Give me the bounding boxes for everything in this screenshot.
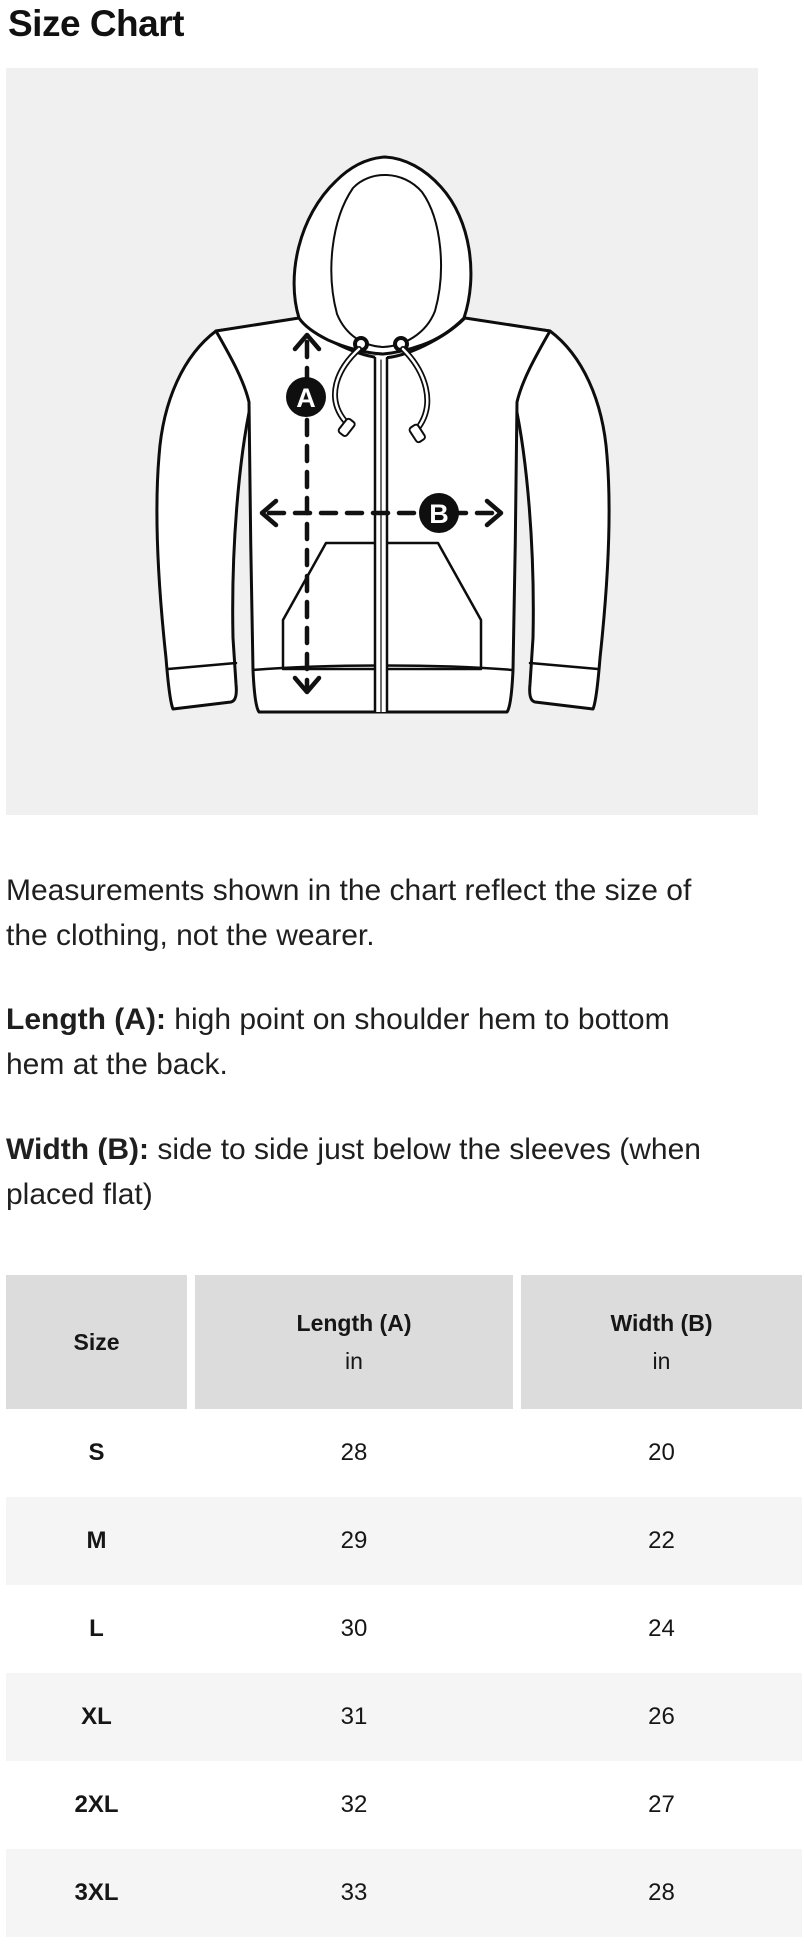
size-table-body bbox=[6, 1409, 802, 1937]
cell-length: 29 bbox=[340, 1527, 368, 1554]
header-cell-length bbox=[195, 1275, 513, 1409]
note-measurements-line1: Measurements shown in the chart reflect the size of bbox=[6, 874, 692, 907]
header-width-label: Width (B) bbox=[610, 1310, 713, 1336]
size-diagram bbox=[6, 68, 758, 815]
note-measurements bbox=[6, 868, 794, 958]
note-length-line2: hem at the back. bbox=[6, 1048, 228, 1081]
note-width-bold: Width (B): bbox=[6, 1133, 149, 1166]
note-width bbox=[6, 1127, 794, 1217]
cell-size: L bbox=[89, 1615, 104, 1642]
header-length-unit: in bbox=[345, 1348, 363, 1374]
table-row-xl bbox=[6, 1673, 802, 1761]
table-row-m bbox=[6, 1497, 802, 1585]
size-chart-page bbox=[0, 2, 804, 1937]
cell-size: S bbox=[88, 1439, 105, 1466]
size-table-header bbox=[6, 1275, 802, 1409]
cell-width: 26 bbox=[648, 1703, 675, 1730]
note-width-line1: side to side just below the sleeves (when bbox=[149, 1133, 701, 1166]
cell-size: XL bbox=[81, 1703, 112, 1730]
note-length-line1: high point on shoulder hem to bottom bbox=[165, 1003, 670, 1036]
hoodie-illustration bbox=[6, 68, 758, 815]
marker-a-label: A bbox=[296, 383, 316, 413]
cell-width: 20 bbox=[648, 1439, 675, 1466]
size-table bbox=[6, 1275, 802, 1937]
hood-inner-line bbox=[331, 175, 441, 347]
note-measurements-line2: the clothing, not the wearer. bbox=[6, 919, 375, 952]
cell-length: 28 bbox=[340, 1439, 368, 1466]
cell-length: 31 bbox=[340, 1703, 368, 1730]
cell-length: 32 bbox=[340, 1791, 368, 1818]
table-row-l bbox=[6, 1585, 802, 1673]
page-title: Size Chart bbox=[8, 3, 184, 44]
note-length-bold: Length (A): bbox=[6, 1003, 166, 1036]
header-cell-width bbox=[521, 1275, 802, 1409]
cell-width: 28 bbox=[648, 1879, 675, 1906]
cell-size: 2XL bbox=[74, 1791, 119, 1818]
cell-size: M bbox=[86, 1527, 107, 1554]
header-cell-size bbox=[6, 1275, 187, 1409]
cell-width: 22 bbox=[648, 1527, 675, 1554]
table-row-s bbox=[6, 1409, 802, 1497]
cell-size: 3XL bbox=[74, 1879, 119, 1906]
table-row-3xl bbox=[6, 1849, 802, 1937]
note-length bbox=[6, 997, 794, 1087]
note-width-line2: placed flat) bbox=[6, 1178, 153, 1211]
table-row-2xl bbox=[6, 1761, 802, 1849]
cell-length: 33 bbox=[340, 1879, 368, 1906]
header-length-label: Length (A) bbox=[296, 1310, 412, 1336]
cell-width: 27 bbox=[648, 1791, 675, 1818]
header-size-label: Size bbox=[73, 1329, 120, 1355]
cell-length: 30 bbox=[340, 1615, 368, 1642]
marker-b-label: B bbox=[429, 499, 449, 529]
header-width-unit: in bbox=[652, 1348, 671, 1374]
cell-width: 24 bbox=[648, 1615, 675, 1642]
